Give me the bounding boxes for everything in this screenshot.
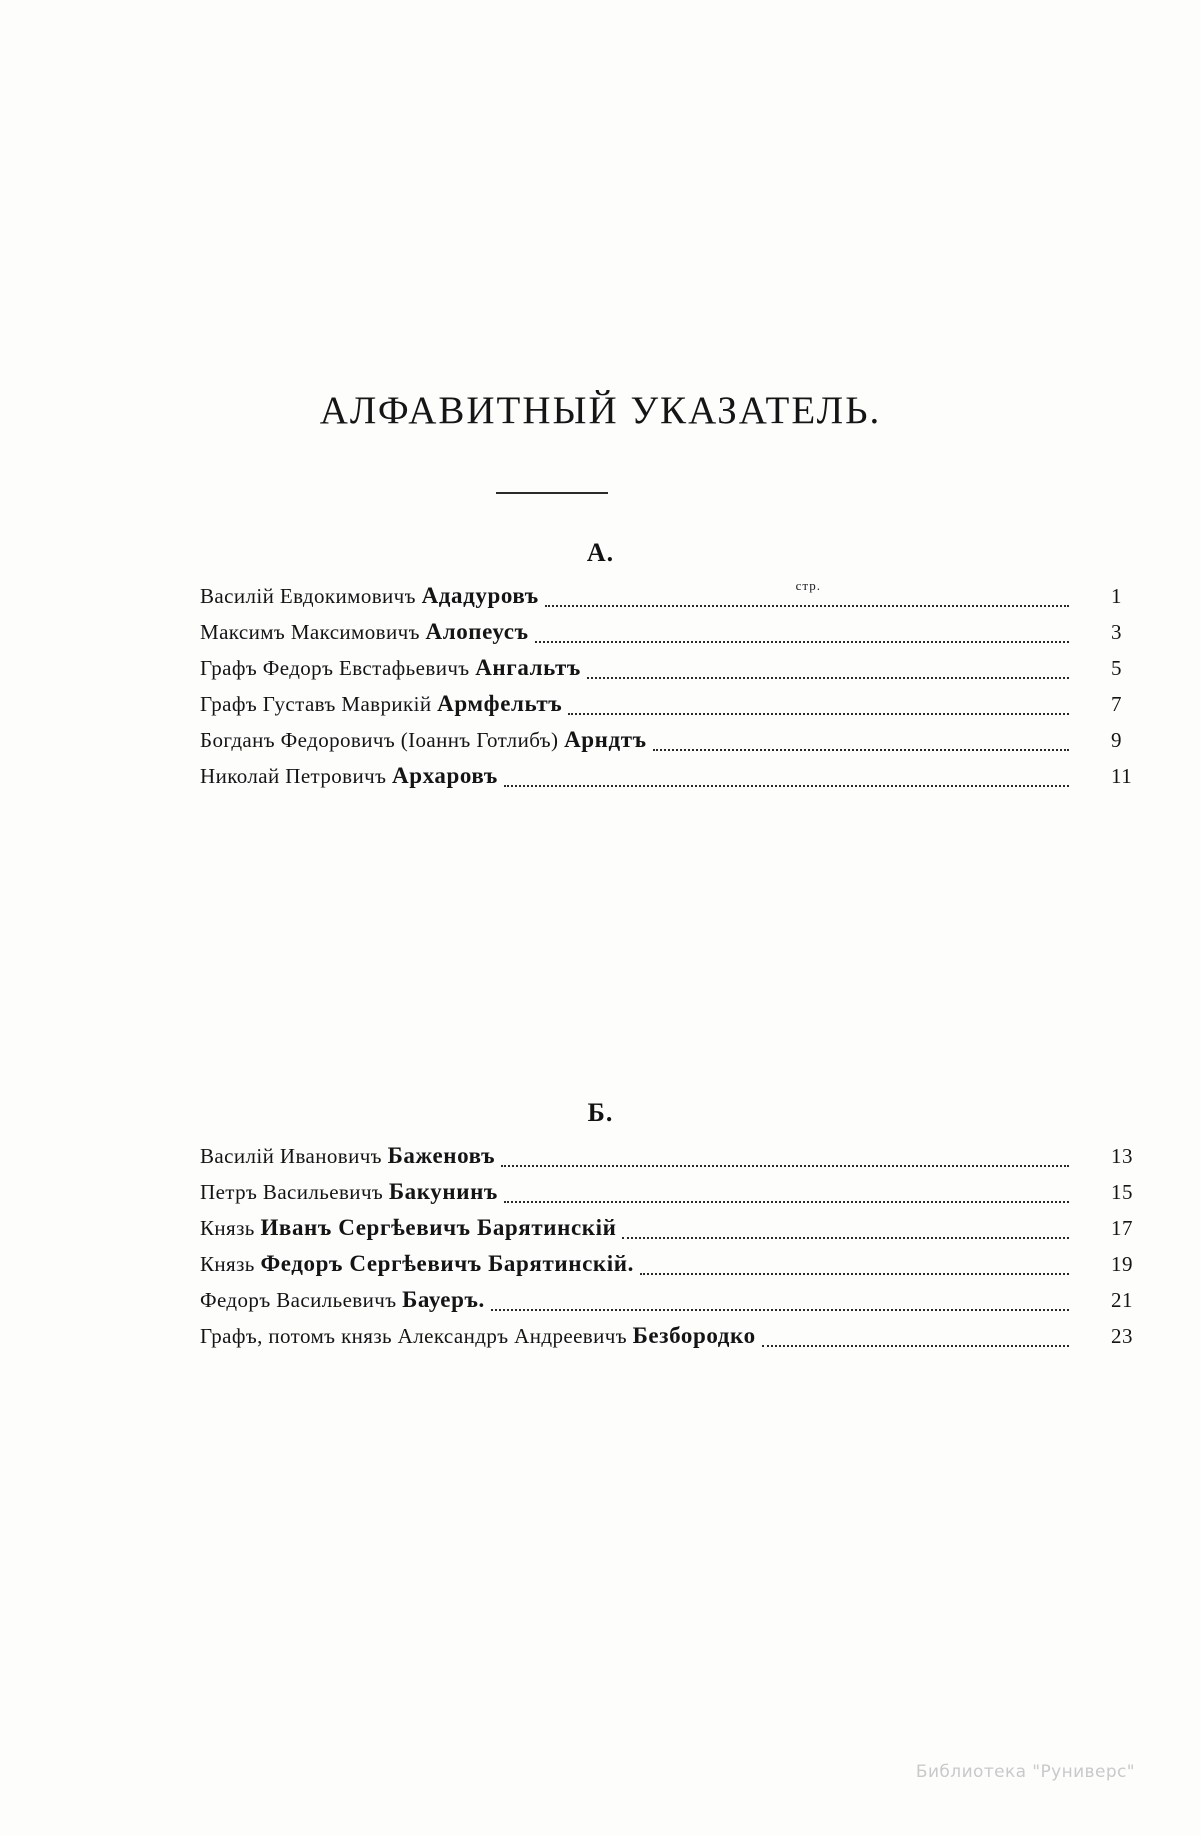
index-entry-surname: Архаровъ: [392, 763, 498, 788]
index-entry-surname: Армфельтъ: [437, 691, 563, 716]
index-entry-page-number: 13: [1111, 1144, 1133, 1168]
index-entry[interactable]: [0, 686, 1201, 722]
library-watermark: Библиотека "Руниверс": [915, 1762, 1135, 1782]
dot-leader: [535, 622, 1069, 648]
index-entry-list-b: [0, 1138, 1201, 1354]
index-entry-name: Василій Ивановичъ Баженовъ: [200, 1143, 496, 1168]
page-title: АЛФАВИТНЫЙ УКАЗАТЕЛЬ.: [319, 389, 882, 432]
index-entry-list-a: [0, 578, 1201, 794]
dot-leader: [640, 1254, 1069, 1280]
index-entry[interactable]: [0, 722, 1201, 758]
dot-leader: [762, 1326, 1069, 1352]
index-entry-surname: Ангальтъ: [475, 655, 581, 680]
index-entry-surname: Федоръ Сергѣевичъ Барятинскій.: [260, 1251, 634, 1276]
index-entry-surname: Ададуровъ: [421, 583, 539, 608]
index-entry-name: Князь Федоръ Сергѣевичъ Барятинскій.: [200, 1251, 634, 1276]
index-entry-surname: Алопеусъ: [425, 619, 529, 644]
index-entry-name: Князь Иванъ Сергѣевичъ Барятинскій: [200, 1215, 617, 1240]
index-entry-page-number: 1: [1111, 584, 1122, 608]
index-entry[interactable]: [0, 1210, 1201, 1246]
index-entry-surname: Иванъ Сергѣевичъ Барятинскій: [260, 1215, 617, 1240]
index-entry[interactable]: [0, 650, 1201, 686]
index-entry-name: Василій Евдокимовичъ Ададуровъ: [200, 583, 539, 608]
section-letter-b: Б.: [587, 1098, 614, 1127]
index-entry-surname: Бауеръ.: [402, 1287, 485, 1312]
index-entry-page-number: 11: [1111, 764, 1133, 788]
title-divider: [496, 492, 608, 494]
dot-leader: [545, 586, 1069, 612]
index-entry[interactable]: [0, 578, 1201, 614]
index-entry-page-number: 3: [1111, 620, 1122, 644]
index-entry-surname: Баженовъ: [387, 1143, 496, 1168]
index-entry[interactable]: [0, 1174, 1201, 1210]
index-entry-surname: Арндтъ: [564, 727, 647, 752]
index-entry[interactable]: [0, 1138, 1201, 1174]
index-entry-name: Петръ Васильевичъ Бакунинъ: [200, 1179, 498, 1204]
index-entry[interactable]: [0, 1246, 1201, 1282]
section-letter-a: А.: [586, 538, 615, 567]
index-entry-page-number: 15: [1111, 1180, 1133, 1204]
dot-leader: [568, 694, 1069, 720]
index-entry[interactable]: [0, 1318, 1201, 1354]
index-entry-page-number: 9: [1111, 728, 1122, 752]
dot-leader: [491, 1290, 1069, 1316]
index-entry[interactable]: [0, 614, 1201, 650]
index-entry-name: Графъ, потомъ князь Александръ Андреевичъ Безбородко: [200, 1323, 756, 1348]
index-entry-surname: Безбородко: [632, 1323, 756, 1348]
index-entry-name: Богданъ Федоровичъ (Іоаннъ Готлибъ) Арндтъ: [200, 727, 647, 752]
index-entry-page-number: 17: [1111, 1216, 1133, 1240]
index-section-a: [0, 538, 1201, 794]
index-entry[interactable]: [0, 1282, 1201, 1318]
index-entry-page-number: 19: [1111, 1252, 1133, 1276]
dot-leader: [504, 766, 1069, 792]
dot-leader: [587, 658, 1069, 684]
index-entry-name: Графъ Федоръ Евстафьевичъ Ангальтъ: [200, 655, 581, 680]
index-section-b: [0, 1098, 1201, 1354]
dot-leader: [504, 1182, 1069, 1208]
index-entry-name: Федоръ Васильевичъ Бауеръ.: [200, 1287, 485, 1312]
index-entry[interactable]: [0, 758, 1201, 794]
dot-leader: [501, 1146, 1069, 1172]
index-entry-page-number: 7: [1111, 692, 1122, 716]
index-entry-page-number: 5: [1111, 656, 1122, 680]
page-column-header: стр.: [795, 578, 821, 593]
index-entry-page-number: 23: [1111, 1324, 1133, 1348]
index-entry-name: Николай Петровичъ Архаровъ: [200, 763, 498, 788]
index-entry-name: Графъ Густавъ Маврикій Армфельтъ: [200, 691, 563, 716]
index-entry-name: Максимъ Максимовичъ Алопеусъ: [200, 619, 529, 644]
index-entry-page-number: 21: [1111, 1288, 1133, 1312]
index-entry-surname: Бакунинъ: [388, 1179, 498, 1204]
dot-leader: [653, 730, 1069, 756]
dot-leader: [622, 1218, 1069, 1244]
